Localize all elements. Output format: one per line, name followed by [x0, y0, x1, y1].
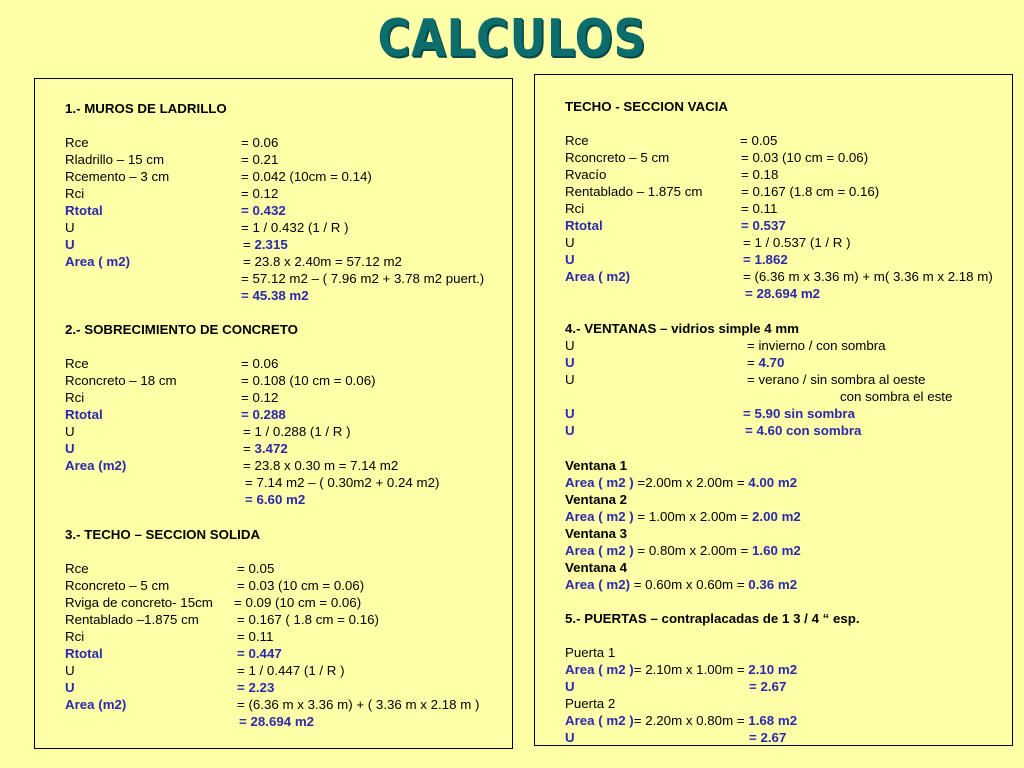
ventana-3-area	[565, 542, 801, 559]
value: = 0.09 (10 cm = 0.06)	[234, 595, 362, 610]
label: Area ( m2 )	[565, 662, 634, 677]
section-heading-muros: 1.- MUROS DE LADRILLO	[65, 101, 227, 116]
value: = 0.05	[237, 561, 275, 576]
ventana-2-name: Ventana 2	[565, 492, 628, 507]
value: = 0.06	[241, 135, 279, 150]
label: U	[565, 252, 575, 267]
label: Rci	[65, 390, 85, 405]
value: = 0.042 (10cm = 0.14)	[241, 169, 372, 184]
label: Rvacío	[565, 167, 607, 182]
ventana-4-area	[565, 576, 797, 593]
label: Rce	[65, 561, 89, 576]
label: Rconcreto – 5 cm	[565, 150, 670, 165]
value: = 0.11	[237, 629, 274, 644]
value: = 0.18	[741, 167, 779, 182]
label: Area ( m2)	[565, 577, 631, 592]
result: 0.36 m2	[748, 577, 798, 592]
ventana-2-area	[565, 508, 801, 525]
prefix: =	[243, 237, 255, 252]
calc: = 1.00m x 2.00m =	[633, 509, 752, 524]
result: 2.10 m2	[748, 662, 798, 677]
value: = 0.537	[741, 218, 786, 233]
label: Rtotal	[65, 203, 103, 218]
label: Rce	[65, 356, 89, 371]
result: 2.00 m2	[752, 509, 801, 524]
value: = verano / sin sombra al oeste	[747, 372, 926, 387]
value: = 1 / 0.537 (1 / R )	[743, 235, 851, 250]
ventana-1-name: Ventana 1	[565, 458, 628, 473]
value: = invierno / con sombra	[747, 338, 886, 353]
ventana-3-name: Ventana 3	[565, 526, 628, 541]
page-title: CALCULOS	[377, 9, 647, 69]
value: = 0.447	[237, 646, 282, 661]
section-heading-puertas: 5.- PUERTAS – contraplacadas de 1 3 / 4 “ esp.	[565, 611, 860, 626]
value: = 0.108 (10 cm = 0.06)	[241, 373, 376, 388]
label: U	[565, 730, 575, 745]
result: 1.68 m2	[748, 713, 798, 728]
section-heading-ventanas: 4.- VENTANAS – vidrios simple 4 mm	[565, 321, 799, 336]
label: Rconcreto – 5 cm	[65, 578, 170, 593]
value	[243, 236, 288, 253]
label: U	[565, 372, 575, 387]
value: = 2.67	[749, 679, 787, 694]
calc: = 0.60m x 0.60m =	[630, 577, 749, 592]
label: Rconcreto – 18 cm	[65, 373, 177, 388]
result: 3.472	[254, 441, 288, 456]
label: Area ( m2)	[565, 269, 631, 284]
value: con sombra el este	[840, 389, 953, 404]
label: U	[565, 423, 575, 438]
value: = 0.11	[741, 201, 778, 216]
value	[243, 440, 288, 457]
value: = (6.36 m x 3.36 m) + m( 3.36 m x 2.18 m)	[743, 269, 993, 284]
value: = 0.12	[241, 186, 279, 201]
puerta-2-area	[565, 712, 797, 729]
value: = 1.862	[743, 252, 788, 267]
label: Area ( m2 )	[565, 713, 634, 728]
value: = 0.167 (1.8 cm = 0.16)	[741, 184, 880, 199]
value: = 0.06	[241, 356, 279, 371]
value: = 0.03 (10 cm = 0.06)	[741, 150, 869, 165]
calc: =2.00m x 2.00m =	[633, 475, 749, 490]
result: 4.70	[758, 355, 785, 370]
label: Area ( m2)	[65, 254, 131, 269]
label: Area ( m2 )	[565, 475, 634, 490]
label: Rtotal	[565, 218, 603, 233]
label: U	[565, 235, 575, 250]
puerta-1-area	[565, 661, 797, 678]
calc: = 2.20m x 0.80m =	[633, 713, 749, 728]
value: = 0.167 ( 1.8 cm = 0.16)	[237, 612, 379, 627]
label: Rcemento – 3 cm	[65, 169, 170, 184]
value: = 2.67	[749, 730, 787, 745]
right-panel	[534, 74, 1013, 746]
ventana-4-name: Ventana 4	[565, 560, 628, 575]
label: U	[565, 406, 575, 421]
label: U	[65, 220, 75, 235]
label: U	[65, 441, 75, 456]
value: = 0.12	[241, 390, 279, 405]
section-heading-techo-vacia: TECHO - SECCION VACIA	[565, 99, 729, 114]
value: = 7.14 m2 – ( 0.30m2 + 0.24 m2)	[245, 475, 440, 490]
label: U	[565, 679, 575, 694]
value: = 23.8 x 2.40m = 57.12 m2	[243, 254, 402, 269]
label: Rtotal	[65, 646, 103, 661]
label: Rci	[565, 201, 585, 216]
puerta-1-name: Puerta 1	[565, 645, 616, 660]
section-heading-techo-solida: 3.- TECHO – SECCION SOLIDA	[65, 527, 261, 542]
label: Rci	[65, 186, 85, 201]
value: = (6.36 m x 3.36 m) + ( 3.36 m x 2.18 m )	[237, 697, 480, 712]
prefix: =	[243, 441, 255, 456]
label: Area ( m2 )	[565, 543, 634, 558]
label: Rtotal	[65, 407, 103, 422]
label: U	[65, 237, 75, 252]
puerta-2-name: Puerta 2	[565, 696, 616, 711]
label: Rce	[65, 135, 89, 150]
label: U	[65, 424, 75, 439]
label: U	[565, 338, 575, 353]
label: U	[65, 680, 75, 695]
value: = 57.12 m2 – ( 7.96 m2 + 3.78 m2 puert.)	[241, 271, 485, 286]
label: Rviga de concreto- 15cm	[65, 595, 213, 610]
value: = 45.38 m2	[241, 288, 309, 303]
value	[747, 354, 784, 371]
label: Area (m2)	[65, 458, 127, 473]
value: = 0.288	[241, 407, 286, 422]
result: 1.60 m2	[752, 543, 801, 558]
value: = 4.60 con sombra	[745, 423, 862, 438]
ventana-1-area	[565, 474, 797, 491]
value: = 0.03 (10 cm = 0.06)	[237, 578, 365, 593]
label: Area ( m2 )	[565, 509, 634, 524]
label: Rce	[565, 133, 589, 148]
label: Rladrillo – 15 cm	[65, 152, 165, 167]
value: = 1 / 0.447 (1 / R )	[237, 663, 345, 678]
left-panel	[34, 78, 513, 749]
prefix: =	[747, 355, 759, 370]
calc: = 2.10m x 1.00m =	[633, 662, 749, 677]
value: = 0.21	[241, 152, 279, 167]
value: = 28.694 m2	[239, 714, 315, 729]
value: = 0.05	[740, 133, 778, 148]
value: = 0.432	[241, 203, 286, 218]
value: = 2.23	[237, 680, 275, 695]
label: Rentablado –1.875 cm	[65, 612, 199, 627]
label: U	[565, 355, 575, 370]
calc: = 0.80m x 2.00m =	[633, 543, 752, 558]
label: Area (m2)	[65, 697, 127, 712]
value: = 23.8 x 0.30 m = 7.14 m2	[243, 458, 399, 473]
value: = 1 / 0.432 (1 / R )	[241, 220, 349, 235]
value: = 1 / 0.288 (1 / R )	[243, 424, 351, 439]
value: = 28.694 m2	[745, 286, 821, 301]
label: Rentablado – 1.875 cm	[565, 184, 703, 199]
value: = 5.90 sin sombra	[743, 406, 855, 421]
section-heading-sobrecimiento: 2.- SOBRECIMIENTO DE CONCRETO	[65, 322, 298, 337]
result: 4.00 m2	[748, 475, 798, 490]
label: Rci	[65, 629, 85, 644]
label: U	[65, 663, 75, 678]
result: 2.315	[254, 237, 288, 252]
value: = 6.60 m2	[245, 492, 306, 507]
